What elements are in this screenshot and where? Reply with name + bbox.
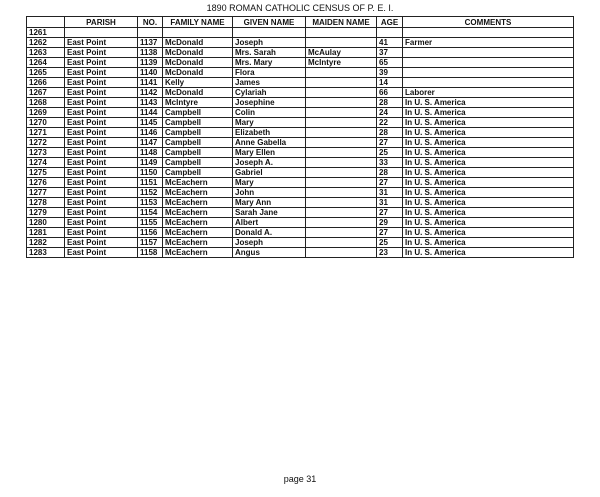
table-row: [27, 138, 574, 148]
table-row: [27, 28, 574, 38]
comments-cell: In U. S. America: [403, 168, 574, 178]
comments-cell: In U. S. America: [403, 178, 574, 188]
given-name-cell: Cylariah: [233, 88, 306, 98]
comments-header: COMMENTS: [403, 17, 574, 28]
comments-cell: In U. S. America: [403, 208, 574, 218]
row-number-cell: 1266: [27, 78, 65, 88]
no-cell: 1146: [138, 128, 163, 138]
row-number-cell: 1282: [27, 238, 65, 248]
age-cell: 27: [377, 178, 403, 188]
no-cell: 1158: [138, 248, 163, 258]
given-name-cell: Mary Ellen: [233, 148, 306, 158]
parish-cell: East Point: [65, 208, 138, 218]
comments-cell: [403, 68, 574, 78]
table-row: [27, 248, 574, 258]
no-cell: [138, 28, 163, 38]
maiden-name-cell: [306, 218, 377, 228]
comments-cell: In U. S. America: [403, 98, 574, 108]
parish-cell: East Point: [65, 188, 138, 198]
parish-cell: East Point: [65, 128, 138, 138]
family-name-cell: McEachern: [163, 178, 233, 188]
no-cell: 1140: [138, 68, 163, 78]
family-name-cell: McDonald: [163, 38, 233, 48]
age-cell: 39: [377, 68, 403, 78]
table-row: [27, 158, 574, 168]
row-number-cell: 1281: [27, 228, 65, 238]
row-number-cell: 1262: [27, 38, 65, 48]
maiden-name-cell: [306, 168, 377, 178]
comments-cell: [403, 28, 574, 38]
given-name-cell: Elizabeth: [233, 128, 306, 138]
comments-cell: [403, 48, 574, 58]
no-cell: 1147: [138, 138, 163, 148]
row-number-cell: 1280: [27, 218, 65, 228]
given-name-cell: Mrs. Mary: [233, 58, 306, 68]
maiden-name-cell: [306, 188, 377, 198]
document-title: 1890 ROMAN CATHOLIC CENSUS OF P. E. I.: [206, 3, 394, 13]
comments-cell: In U. S. America: [403, 248, 574, 258]
row-number-header: [27, 17, 65, 28]
row-number-cell: 1275: [27, 168, 65, 178]
maiden-name-cell: [306, 78, 377, 88]
family-name-cell: McEachern: [163, 188, 233, 198]
row-number-cell: 1283: [27, 248, 65, 258]
table-row: [27, 188, 574, 198]
given-name-cell: Albert: [233, 218, 306, 228]
parish-cell: East Point: [65, 198, 138, 208]
parish-header: PARISH: [65, 17, 138, 28]
parish-cell: East Point: [65, 218, 138, 228]
age-cell: 31: [377, 198, 403, 208]
table-row: [27, 88, 574, 98]
comments-cell: In U. S. America: [403, 188, 574, 198]
row-number-cell: 1279: [27, 208, 65, 218]
table-row: [27, 98, 574, 108]
family-name-cell: Kelly: [163, 78, 233, 88]
given-name-cell: Joseph A.: [233, 158, 306, 168]
age-cell: 24: [377, 108, 403, 118]
given-name-cell: Mary: [233, 118, 306, 128]
row-number-cell: 1273: [27, 148, 65, 158]
table-row: [27, 218, 574, 228]
given-name-cell: Mary: [233, 178, 306, 188]
age-cell: 22: [377, 118, 403, 128]
parish-cell: East Point: [65, 158, 138, 168]
parish-cell: [65, 28, 138, 38]
parish-cell: East Point: [65, 118, 138, 128]
family-name-cell: Campbell: [163, 168, 233, 178]
age-cell: 14: [377, 78, 403, 88]
table-body: [27, 28, 574, 258]
parish-cell: East Point: [65, 168, 138, 178]
comments-cell: In U. S. America: [403, 148, 574, 158]
no-cell: 1151: [138, 178, 163, 188]
maiden-name-cell: [306, 28, 377, 38]
maiden-name-cell: [306, 198, 377, 208]
family-name-cell: Campbell: [163, 138, 233, 148]
family-name-cell: Campbell: [163, 148, 233, 158]
family-name-cell: Campbell: [163, 108, 233, 118]
age-cell: 27: [377, 228, 403, 238]
comments-cell: In U. S. America: [403, 158, 574, 168]
given-name-header: GIVEN NAME: [233, 17, 306, 28]
header-row: [27, 17, 574, 28]
parish-cell: East Point: [65, 248, 138, 258]
no-cell: 1152: [138, 188, 163, 198]
maiden-name-cell: [306, 68, 377, 78]
no-cell: 1155: [138, 218, 163, 228]
age-cell: 41: [377, 38, 403, 48]
no-cell: 1149: [138, 158, 163, 168]
given-name-cell: Joseph: [233, 238, 306, 248]
family-name-cell: McIntyre: [163, 98, 233, 108]
row-number-cell: 1263: [27, 48, 65, 58]
table-row: [27, 58, 574, 68]
parish-cell: East Point: [65, 238, 138, 248]
table-row: [27, 108, 574, 118]
parish-cell: East Point: [65, 148, 138, 158]
no-cell: 1148: [138, 148, 163, 158]
comments-cell: In U. S. America: [403, 198, 574, 208]
given-name-cell: Colin: [233, 108, 306, 118]
parish-cell: East Point: [65, 98, 138, 108]
maiden-name-cell: [306, 108, 377, 118]
no-cell: 1150: [138, 168, 163, 178]
age-cell: 27: [377, 208, 403, 218]
family-name-cell: Campbell: [163, 128, 233, 138]
age-cell: 23: [377, 248, 403, 258]
given-name-cell: Gabriel: [233, 168, 306, 178]
given-name-cell: [233, 28, 306, 38]
given-name-cell: Josephine: [233, 98, 306, 108]
no-cell: 1154: [138, 208, 163, 218]
age-cell: 25: [377, 238, 403, 248]
no-cell: 1138: [138, 48, 163, 58]
comments-cell: Laborer: [403, 88, 574, 98]
maiden-name-cell: [306, 208, 377, 218]
parish-cell: East Point: [65, 38, 138, 48]
maiden-name-cell: [306, 178, 377, 188]
given-name-cell: Mary Ann: [233, 198, 306, 208]
family-name-cell: McDonald: [163, 48, 233, 58]
parish-cell: East Point: [65, 58, 138, 68]
maiden-name-cell: [306, 118, 377, 128]
age-cell: 28: [377, 98, 403, 108]
given-name-cell: Donald A.: [233, 228, 306, 238]
maiden-name-cell: [306, 158, 377, 168]
maiden-name-cell: [306, 228, 377, 238]
family-name-cell: McEachern: [163, 208, 233, 218]
maiden-name-cell: [306, 248, 377, 258]
family-name-cell: McDonald: [163, 58, 233, 68]
table-row: [27, 208, 574, 218]
row-number-cell: 1276: [27, 178, 65, 188]
family-name-cell: McEachern: [163, 218, 233, 228]
given-name-cell: Sarah Jane: [233, 208, 306, 218]
family-name-cell: McEachern: [163, 198, 233, 208]
maiden-name-cell: [306, 148, 377, 158]
given-name-cell: John: [233, 188, 306, 198]
maiden-name-cell: [306, 238, 377, 248]
age-cell: [377, 28, 403, 38]
maiden-name-cell: McAulay: [306, 48, 377, 58]
row-number-cell: 1274: [27, 158, 65, 168]
given-name-cell: Angus: [233, 248, 306, 258]
given-name-cell: Flora: [233, 68, 306, 78]
table-row: [27, 78, 574, 88]
comments-cell: In U. S. America: [403, 138, 574, 148]
no-cell: 1156: [138, 228, 163, 238]
table-row: [27, 118, 574, 128]
table-row: [27, 238, 574, 248]
no-cell: 1139: [138, 58, 163, 68]
table-row: [27, 228, 574, 238]
maiden-name-cell: [306, 88, 377, 98]
comments-cell: In U. S. America: [403, 118, 574, 128]
comments-cell: [403, 78, 574, 88]
no-cell: 1141: [138, 78, 163, 88]
table-row: [27, 148, 574, 158]
family-name-cell: McDonald: [163, 88, 233, 98]
age-cell: 33: [377, 158, 403, 168]
row-number-cell: 1270: [27, 118, 65, 128]
no-header: NO.: [138, 17, 163, 28]
family-name-cell: Campbell: [163, 118, 233, 128]
table-row: [27, 128, 574, 138]
age-cell: 65: [377, 58, 403, 68]
page-number: page 31: [283, 474, 317, 484]
row-number-cell: 1267: [27, 88, 65, 98]
maiden-name-cell: [306, 38, 377, 48]
given-name-cell: Anne Gabella: [233, 138, 306, 148]
comments-cell: In U. S. America: [403, 228, 574, 238]
parish-cell: East Point: [65, 88, 138, 98]
table-row: [27, 38, 574, 48]
family-name-cell: McEachern: [163, 228, 233, 238]
parish-cell: East Point: [65, 138, 138, 148]
family-name-cell: [163, 28, 233, 38]
table-row: [27, 68, 574, 78]
age-cell: 37: [377, 48, 403, 58]
age-header: AGE: [377, 17, 403, 28]
row-number-cell: 1277: [27, 188, 65, 198]
age-cell: 28: [377, 168, 403, 178]
family-name-cell: McEachern: [163, 248, 233, 258]
no-cell: 1137: [138, 38, 163, 48]
given-name-cell: Joseph: [233, 38, 306, 48]
no-cell: 1144: [138, 108, 163, 118]
no-cell: 1145: [138, 118, 163, 128]
maiden-name-cell: McIntyre: [306, 58, 377, 68]
row-number-cell: 1272: [27, 138, 65, 148]
census-table: [26, 16, 574, 258]
row-number-cell: 1268: [27, 98, 65, 108]
comments-cell: Farmer: [403, 38, 574, 48]
table-row: [27, 48, 574, 58]
maiden-name-cell: [306, 138, 377, 148]
parish-cell: East Point: [65, 228, 138, 238]
comments-cell: In U. S. America: [403, 218, 574, 228]
given-name-cell: Mrs. Sarah: [233, 48, 306, 58]
comments-cell: [403, 58, 574, 68]
no-cell: 1153: [138, 198, 163, 208]
age-cell: 27: [377, 138, 403, 148]
maiden-name-cell: [306, 128, 377, 138]
family-name-cell: Campbell: [163, 158, 233, 168]
maiden-name-cell: [306, 98, 377, 108]
comments-cell: In U. S. America: [403, 108, 574, 118]
comments-cell: In U. S. America: [403, 238, 574, 248]
family-name-cell: McDonald: [163, 68, 233, 78]
given-name-cell: James: [233, 78, 306, 88]
table-row: [27, 178, 574, 188]
row-number-cell: 1264: [27, 58, 65, 68]
family-name-cell: McEachern: [163, 238, 233, 248]
table-row: [27, 198, 574, 208]
age-cell: 29: [377, 218, 403, 228]
row-number-cell: 1269: [27, 108, 65, 118]
family-name-header: FAMILY NAME: [163, 17, 233, 28]
row-number-cell: 1271: [27, 128, 65, 138]
row-number-cell: 1261: [27, 28, 65, 38]
age-cell: 28: [377, 128, 403, 138]
parish-cell: East Point: [65, 78, 138, 88]
parish-cell: East Point: [65, 48, 138, 58]
table-row: [27, 168, 574, 178]
row-number-cell: 1278: [27, 198, 65, 208]
age-cell: 25: [377, 148, 403, 158]
no-cell: 1143: [138, 98, 163, 108]
maiden-name-header: MAIDEN NAME: [306, 17, 377, 28]
no-cell: 1157: [138, 238, 163, 248]
row-number-cell: 1265: [27, 68, 65, 78]
no-cell: 1142: [138, 88, 163, 98]
parish-cell: East Point: [65, 68, 138, 78]
parish-cell: East Point: [65, 178, 138, 188]
comments-cell: In U. S. America: [403, 128, 574, 138]
age-cell: 31: [377, 188, 403, 198]
parish-cell: East Point: [65, 108, 138, 118]
age-cell: 66: [377, 88, 403, 98]
